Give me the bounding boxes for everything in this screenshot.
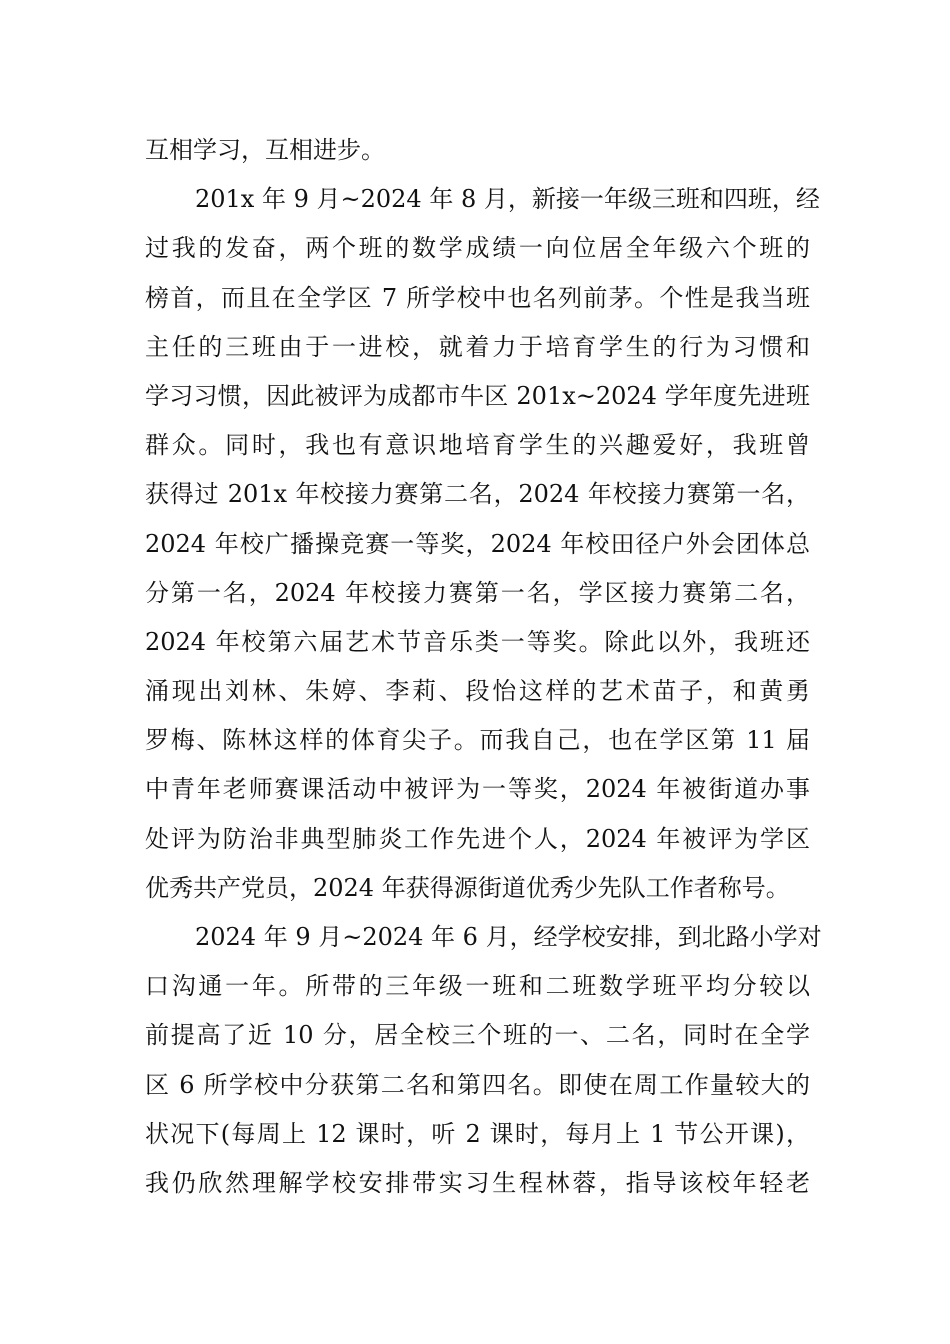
text-line: 中青年老师赛课活动中被评为一等奖，2024 年被街道办事 <box>145 775 810 804</box>
text-line: 涌现出刘林、朱婷、李莉、段怡这样的艺术苗子，和黄勇 <box>145 677 810 706</box>
text-line: 互相学习，互相进步。 <box>145 136 385 164</box>
text-line: 主任的三班由于一进校，就着力于培育学生的行为习惯和 <box>145 332 810 361</box>
text-line: 获得过 201x 年校接力赛第二名，2024 年校接力赛第一名， <box>145 480 810 509</box>
text-line: 区 6 所学校中分获第二名和第四名。即使在周工作量较大的 <box>145 1070 810 1099</box>
text-line: 优秀共产党员，2024 年获得源街道优秀少先队工作者称号。 <box>145 873 790 902</box>
text-line: 罗梅、陈林这样的体育尖子。而我自己，也在学区第 11 届 <box>145 726 810 755</box>
text-line: 2024 年校广播操竞赛一等奖，2024 年校田径户外会团体总 <box>145 529 810 558</box>
body-text <box>145 126 822 1208</box>
text-line: 榜首，而且在全学区 7 所学校中也名列前茅。个性是我当班 <box>145 283 810 312</box>
paragraph-start-line: 201x 年 9 月~2024 年 8 月，新接一年级三班和四班，经 <box>195 185 820 214</box>
text-line: 群众。同时，我也有意识地培育学生的兴趣爱好，我班曾 <box>145 431 810 460</box>
text-line: 分第一名，2024 年校接力赛第一名，学区接力赛第二名， <box>145 578 810 607</box>
paragraph-start-line: 2024 年 9 月~2024 年 6 月，经学校安排，到北路小学对 <box>195 923 822 951</box>
text-line: 前提高了近 10 分，居全校三个班的一、二名，同时在全学 <box>145 1021 810 1050</box>
text-line: 状况下(每周上 12 课时，听 2 课时，每月上 1 节公开课)， <box>145 1119 810 1148</box>
text-line: 过我的发奋，两个班的数学成绩一向位居全年级六个班的 <box>145 234 810 263</box>
text-line: 2024 年校第六届艺术节音乐类一等奖。除此以外，我班还 <box>145 627 810 656</box>
text-line: 口沟通一年。所带的三年级一班和二班数学班平均分较以 <box>145 972 810 1001</box>
text-line: 学习习惯，因此被评为成都市牛区 201x~2024 学年度先进班 <box>145 381 810 410</box>
text-line: 我仍欣然理解学校安排带实习生程林蓉，指导该校年轻老 <box>145 1168 810 1197</box>
text-line: 处评为防治非典型肺炎工作先进个人，2024 年被评为学区 <box>145 824 810 853</box>
